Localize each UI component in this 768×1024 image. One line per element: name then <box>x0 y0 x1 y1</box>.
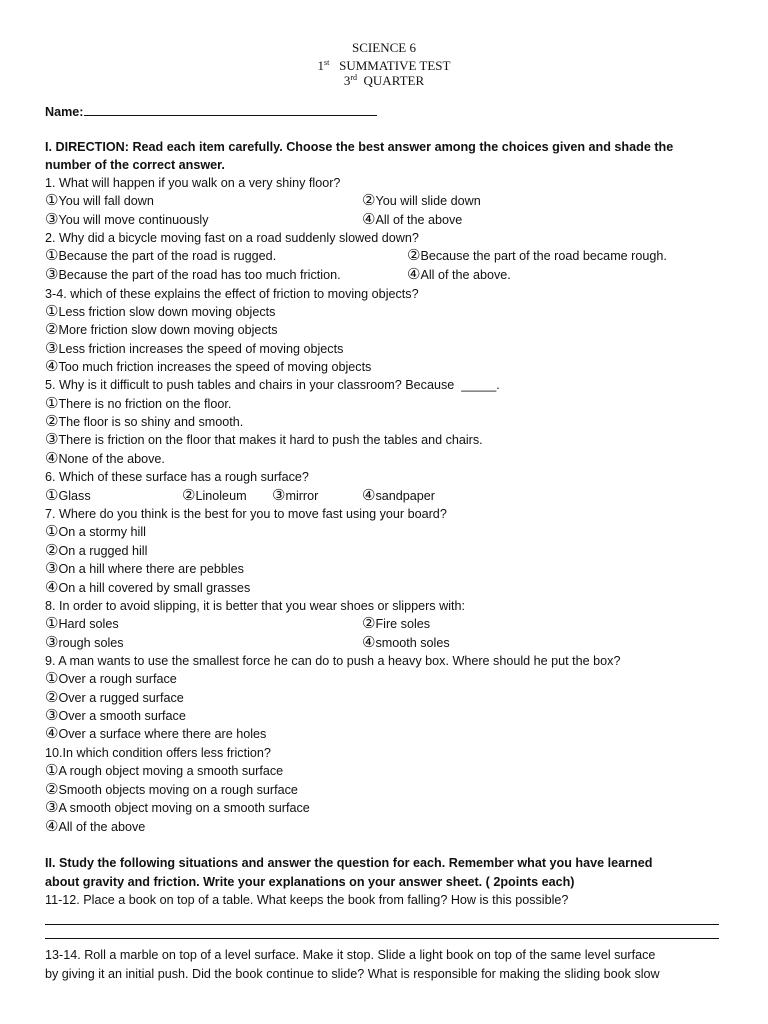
choice-marker: ③ <box>45 430 59 448</box>
choice-text: You will fall down <box>58 194 154 208</box>
q7-choice-4[interactable] <box>45 579 250 597</box>
choice-text: Because the part of the road has too much friction. <box>58 268 341 282</box>
q8-choice-1[interactable] <box>45 615 119 633</box>
choice-marker: ④ <box>45 724 59 742</box>
choice-text: There is no friction on the floor. <box>58 397 232 411</box>
q2-choice-4[interactable] <box>407 266 511 284</box>
q8-choice-3[interactable] <box>45 634 124 652</box>
choice-text: On a hill covered by small grasses <box>58 581 251 595</box>
q9-choice-2[interactable] <box>45 689 184 707</box>
q6-choice-1[interactable] <box>45 487 91 505</box>
choice-text: A smooth object moving on a smooth surface <box>58 801 310 815</box>
choice-marker: ① <box>45 669 59 687</box>
choice-text: Linoleum <box>195 489 247 503</box>
quarter-text: QUARTER <box>363 73 425 88</box>
q8-choice-4[interactable] <box>362 634 450 652</box>
quarter-ordinal: rd <box>350 73 358 82</box>
q5-choice-2[interactable] <box>45 413 243 431</box>
q1-choice-2[interactable] <box>362 192 481 210</box>
choice-marker: ① <box>45 302 59 320</box>
choice-marker: ② <box>362 614 376 632</box>
question-13-14-line2: by giving it an initial push. Did the book continue to slide? What is responsible for making the sliding book slow <box>45 967 660 981</box>
choice-text: sandpaper <box>375 489 435 503</box>
q3-choice-1[interactable] <box>45 303 275 321</box>
choice-marker: ③ <box>45 339 59 357</box>
q9-choice-4[interactable] <box>45 725 266 743</box>
q2-choice-2[interactable] <box>407 247 667 265</box>
q7-choice-1[interactable] <box>45 523 146 541</box>
question-7: 7. Where do you think is the best for you to move fast using your board? <box>45 507 447 521</box>
choice-text: Over a rough surface <box>58 672 177 686</box>
choice-text: Too much friction increases the speed of moving objects <box>58 360 372 374</box>
choice-marker: ② <box>362 191 376 209</box>
q9-choice-3[interactable] <box>45 707 186 725</box>
part1-direction-line2: number of the correct answer. <box>45 158 225 172</box>
subject-text: SCIENCE 6 <box>352 40 416 55</box>
question-text: 5. Why is it difficult to push tables and chairs in your classroom? Because <box>45 378 455 392</box>
name-field <box>45 101 377 121</box>
choice-marker: ④ <box>45 817 59 835</box>
choice-marker: ③ <box>45 633 59 651</box>
answer-blank: _____. <box>461 378 500 392</box>
choice-marker: ③ <box>272 486 286 504</box>
q5-choice-1[interactable] <box>45 395 231 413</box>
question-9: 9. A man wants to use the smallest force he can do to push a heavy box. Where should he put the box? <box>45 654 621 668</box>
choice-marker: ④ <box>362 210 376 228</box>
choice-marker: ④ <box>45 578 59 596</box>
name-label: Name: <box>45 105 84 119</box>
q8-choice-2[interactable] <box>362 615 430 633</box>
choice-text: Glass <box>58 489 91 503</box>
q10-choice-1[interactable] <box>45 762 283 780</box>
q10-choice-3[interactable] <box>45 799 310 817</box>
answer-line[interactable] <box>45 938 719 939</box>
choice-marker: ① <box>45 522 59 540</box>
question-13-14-line1: 13-14. Roll a marble on top of a level surface. Make it stop. Slide a light book on top of the same level surface <box>45 948 656 962</box>
answer-line[interactable] <box>45 924 719 925</box>
q6-choice-4[interactable] <box>362 487 435 505</box>
q3-choice-2[interactable] <box>45 321 278 339</box>
question-10: 10.In which condition offers less friction? <box>45 746 271 760</box>
choice-text: Hard soles <box>58 617 119 631</box>
choice-marker: ② <box>45 780 59 798</box>
q7-choice-3[interactable] <box>45 560 244 578</box>
question-2: 2. Why did a bicycle moving fast on a road suddenly slowed down? <box>45 231 419 245</box>
choice-marker: ③ <box>45 210 59 228</box>
choice-text: Over a surface where there are holes <box>58 727 267 741</box>
choice-text: Fire soles <box>375 617 431 631</box>
choice-marker: ② <box>45 412 59 430</box>
q3-choice-3[interactable] <box>45 340 343 358</box>
question-11-12: 11-12. Place a book on top of a table. What keeps the book from falling? How is this possible? <box>45 893 569 907</box>
choice-text: Less friction slow down moving objects <box>58 305 276 319</box>
choice-marker: ② <box>182 486 196 504</box>
choice-marker: ① <box>45 486 59 504</box>
q6-choice-2[interactable] <box>182 487 247 505</box>
test-number: 1 <box>317 58 325 73</box>
choice-text: None of the above. <box>58 452 165 466</box>
choice-marker: ③ <box>45 706 59 724</box>
choice-text: Because the part of the road is rugged. <box>58 249 277 263</box>
choice-text: All of the above. <box>420 268 511 282</box>
choice-marker: ② <box>45 541 59 559</box>
choice-marker: ③ <box>45 559 59 577</box>
q2-choice-3[interactable] <box>45 266 341 284</box>
choice-text: On a hill where there are pebbles <box>58 562 244 576</box>
choice-text: Over a rugged surface <box>58 691 184 705</box>
part1-direction-line1: I. DIRECTION: Read each item carefully. Choose the best answer among the choices given and shade the <box>45 140 674 154</box>
choice-marker: ③ <box>45 265 59 283</box>
choice-text: Smooth objects moving on a rough surface <box>58 783 298 797</box>
choice-text: You will slide down <box>375 194 481 208</box>
test-ordinal: st <box>324 58 330 67</box>
q10-choice-4[interactable] <box>45 818 145 836</box>
q9-choice-1[interactable] <box>45 670 177 688</box>
q2-choice-1[interactable] <box>45 247 276 265</box>
part2-direction-line2: about gravity and friction. Write your explanations on your answer sheet. ( 2points each) <box>45 875 575 889</box>
q1-choice-3[interactable] <box>45 211 209 229</box>
choice-marker: ① <box>45 246 59 264</box>
choice-marker: ② <box>45 688 59 706</box>
name-blank[interactable] <box>84 101 377 116</box>
choice-marker: ① <box>45 761 59 779</box>
choice-marker: ④ <box>362 633 376 651</box>
test-title-text: SUMMATIVE TEST <box>339 58 451 73</box>
subject-title <box>0 40 768 55</box>
choice-text: All of the above <box>58 820 146 834</box>
choice-text: On a rugged hill <box>58 544 148 558</box>
quarter-number: 3 <box>343 73 351 88</box>
choice-marker: ① <box>45 614 59 632</box>
choice-marker: ③ <box>45 798 59 816</box>
question-1: 1. What will happen if you walk on a very shiny floor? <box>45 176 341 190</box>
choice-text: There is friction on the floor that makes it hard to push the tables and chairs. <box>58 433 483 447</box>
choice-text: You will move continuously <box>58 213 209 227</box>
q7-choice-2[interactable] <box>45 542 147 560</box>
choice-text: smooth soles <box>375 636 450 650</box>
q5-choice-4[interactable] <box>45 450 165 468</box>
choice-marker: ② <box>407 246 421 264</box>
choice-marker: ④ <box>45 449 59 467</box>
choice-text: More friction slow down moving objects <box>58 323 278 337</box>
choice-text: Over a smooth surface <box>58 709 186 723</box>
q10-choice-2[interactable] <box>45 781 298 799</box>
choice-text: The floor is so shiny and smooth. <box>58 415 244 429</box>
choice-marker: ② <box>45 320 59 338</box>
q6-choice-3[interactable] <box>272 487 318 505</box>
choice-text: rough soles <box>58 636 124 650</box>
question-3-4: 3-4. which of these explains the effect of friction to moving objects? <box>45 287 419 301</box>
choice-text: A rough object moving a smooth surface <box>58 764 284 778</box>
q1-choice-1[interactable] <box>45 192 154 210</box>
question-5 <box>45 376 500 394</box>
choice-marker: ① <box>45 394 59 412</box>
choice-text: mirror <box>285 489 319 503</box>
question-8: 8. In order to avoid slipping, it is better that you wear shoes or slippers with: <box>45 599 466 613</box>
quarter-title <box>0 70 768 88</box>
choice-marker: ④ <box>407 265 421 283</box>
choice-marker: ④ <box>362 486 376 504</box>
q3-choice-4[interactable] <box>45 358 371 376</box>
q5-choice-3[interactable] <box>45 431 483 449</box>
choice-marker: ① <box>45 191 59 209</box>
question-6: 6. Which of these surface has a rough surface? <box>45 470 309 484</box>
part2-direction-line1: II. Study the following situations and answer the question for each. Remember what you have learned <box>45 856 653 870</box>
choice-marker: ④ <box>45 357 59 375</box>
q1-choice-4[interactable] <box>362 211 462 229</box>
choice-text: On a stormy hill <box>58 525 146 539</box>
choice-text: Less friction increases the speed of moving objects <box>58 342 344 356</box>
choice-text: Because the part of the road became rough. <box>420 249 667 263</box>
choice-text: All of the above <box>375 213 463 227</box>
